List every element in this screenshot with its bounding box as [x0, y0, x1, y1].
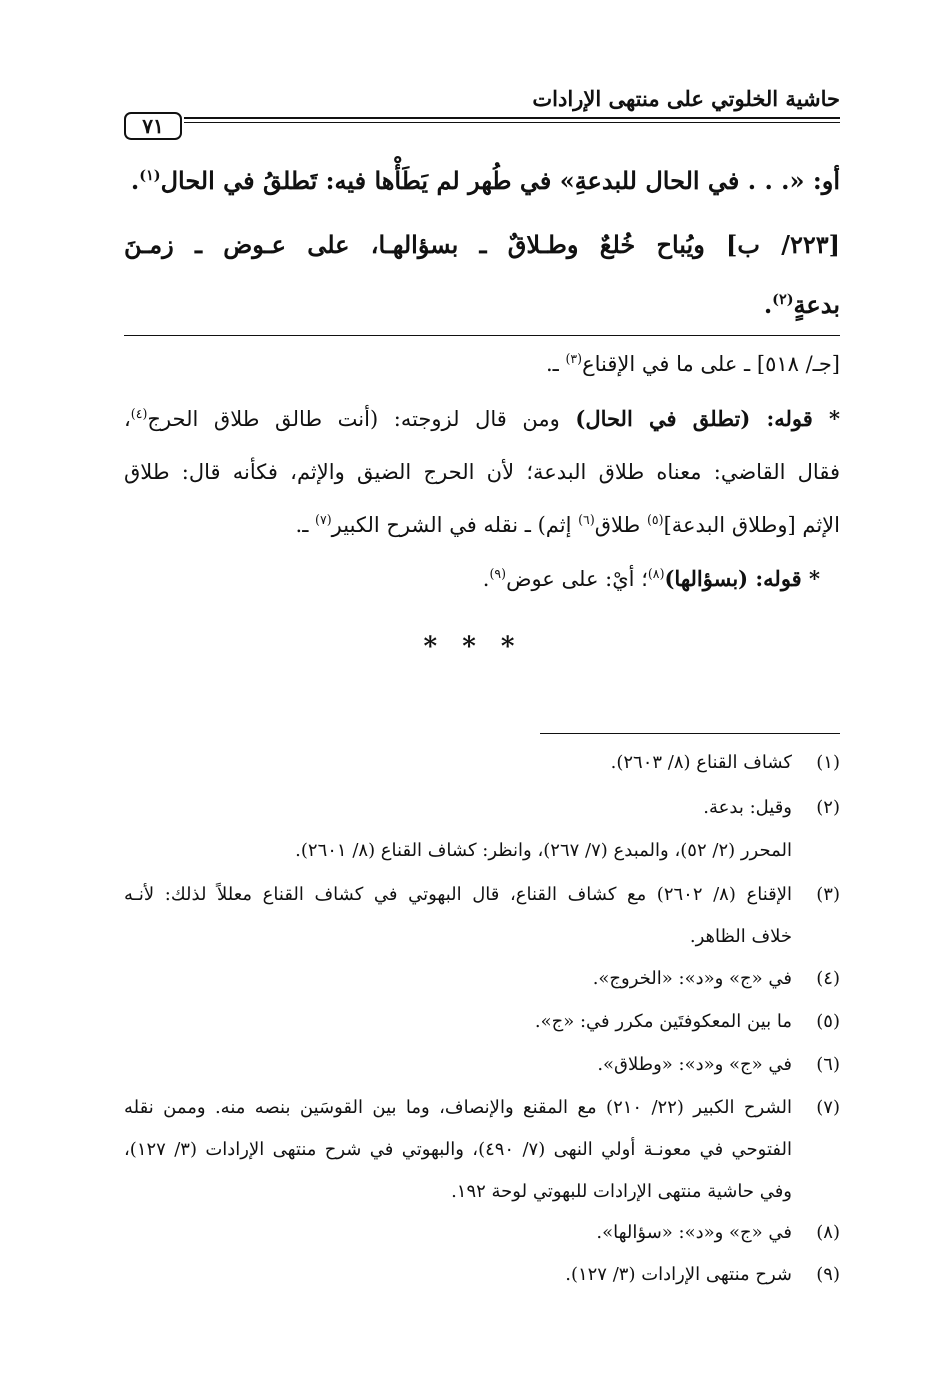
commentary-line: فقال القاضي: معناه طلاق البدعة؛ لأن الحرج الضيق والإثم، فكأنه قال: طلاق: [124, 460, 840, 484]
page-number: ٧١: [124, 112, 182, 140]
footnote-text: في «ج» و«د»: «سؤالها».: [596, 1222, 792, 1243]
footnote-ref: (٥): [646, 512, 664, 527]
footnote-number: (٩): [816, 1264, 840, 1285]
footnote-text: كشاف القناع (٨/ ٢٦٠٣).: [610, 752, 792, 773]
commentary-line: الإثم [وطلاق البدعة]$^{(٥)}$ طلاق$^{(٦)}$ إثم) ـ نقله في الشرح الكبير$^{(٧)}$ ـ.: [295, 512, 840, 537]
footnote-number: (١): [816, 752, 840, 773]
commentary-line: * قوله: (بسؤالها)$^{(٨)}$؛ أيْ: على عوض$^{(٩)}$.: [482, 566, 820, 591]
footnote-number: (٥): [816, 1011, 840, 1032]
footnote-text: شرح منتهى الإرادات (٣/ ١٢٧).: [565, 1264, 792, 1285]
footnote-ref: (٢): [772, 291, 794, 308]
footnote-text: وفي حاشية منتهى الإرادات للبهوتي لوحة ١٩٢.: [451, 1181, 792, 1202]
footnote-ref: (٣): [565, 351, 583, 366]
footnote-number: (٣): [816, 884, 840, 905]
commentary-heading: * قوله: (تطلق في الحال): [575, 406, 841, 431]
header-rule-thin: [184, 122, 840, 123]
footnote-text: الفتوحي في معونـة أولي النهى (٧/ ٤٩٠)، والبهوتي في شرح منتهى الإرادات (٣/ ١٢٧)،: [124, 1139, 792, 1160]
footnote-text: المحرر (٢/ ٥٢)، والمبدع (٧/ ٢٦٧)، وانظر: كشاف القناع (٨/ ٢٦٠١).: [295, 840, 792, 861]
footnote-number: (٧): [816, 1097, 840, 1118]
footnote-ref: (٧): [315, 512, 332, 527]
footnote-text: الشرح الكبير (٢٢/ ٢١٠) مع المقنع والإنصاف، وما بين القوسَين بنصه منه. وممن نقله: [124, 1097, 793, 1118]
main-text-line: أو: «. . . في الحال للبدعةِ» في طُهر لم يَطَأْها فيه: تَطلقُ في الحال$^{(١)}$.: [130, 166, 840, 195]
header-rule: [184, 117, 840, 119]
footnote-text: في «ج» و«د»: «الخروج».: [592, 968, 792, 989]
footnote-ref: (٦): [578, 512, 595, 527]
footnote-text: في «ج» و«د»: «وطلاق».: [597, 1054, 792, 1075]
footnote-text: الإقناع (٨/ ٢٦٠٢) مع كشاف القناع، قال البهوتي في كشاف القناع معللاً لذلك: لأنـه: [124, 884, 792, 905]
book-title: حاشية الخلوتي على منتهى الإرادات: [532, 86, 840, 111]
footnote-text: وقيل: بدعة.: [703, 797, 792, 818]
main-text-line: [٢٢٣/ ب] ويُباح خُلعٌ وطـلاقٌ ـ بسؤالهـا، على عـوض ـ زمـنَ: [124, 230, 840, 259]
commentary-line: [جـ/ ٥١٨] ـ على ما في الإقناع$^{(٣)}$ ـ.: [545, 351, 840, 376]
footnote-number: (٦): [816, 1054, 840, 1075]
footnote-number: (٤): [816, 968, 840, 989]
footnote-number: (٨): [816, 1222, 840, 1243]
section-divider-stars: * * *: [423, 632, 523, 662]
footnote-ref: (٩): [489, 566, 507, 581]
text-separator: [124, 335, 840, 336]
footnote-ref: (٤): [130, 406, 148, 421]
commentary-line: * قوله: (تطلق في الحال) ومن قال لزوجته: (أنت طالق طلاق الحرج$^{(٤)}$،: [124, 406, 841, 431]
running-header: [124, 86, 840, 138]
footnote-ref: (٨): [647, 566, 665, 581]
footnote-text: ما بين المعكوفتَين مكرر في: «ج».: [534, 1011, 792, 1032]
footnote-number: (٢): [816, 797, 840, 818]
footnote-ref: (١): [139, 167, 161, 184]
commentary-heading: * قوله: (بسؤالها): [664, 566, 820, 591]
main-text-line: بدعةٍ$^{(٢)}$.: [763, 290, 840, 319]
footnote-rule: [540, 733, 840, 734]
footnote-text: خلاف الظاهر.: [689, 926, 792, 947]
